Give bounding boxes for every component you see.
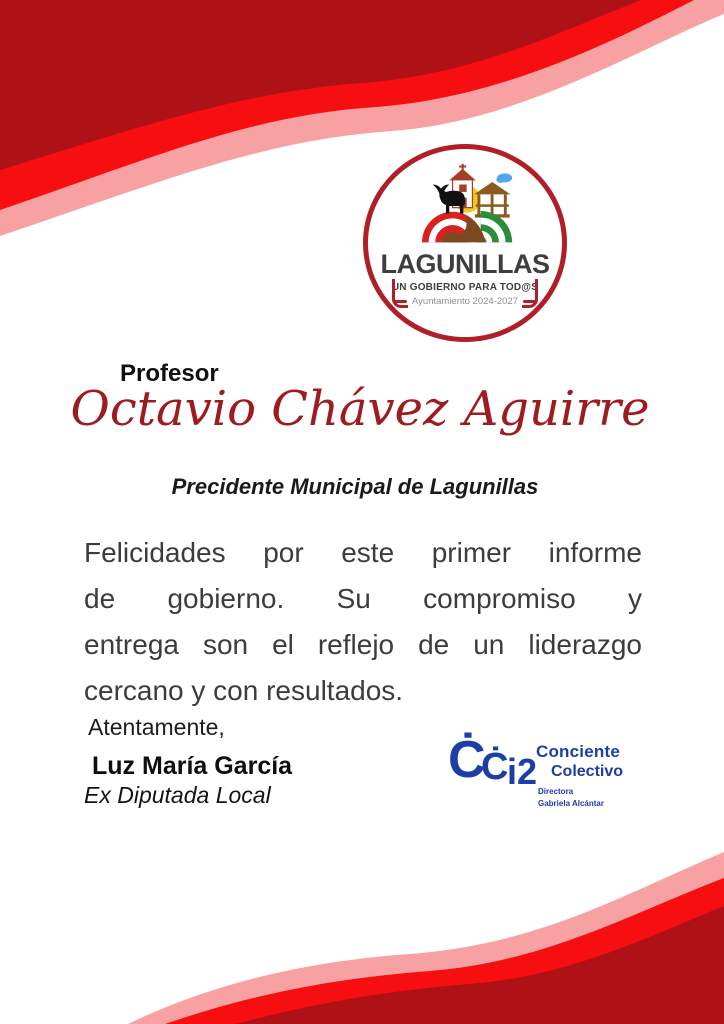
municipal-seal xyxy=(363,144,567,342)
cc-mark-letter: Ċ xyxy=(448,731,486,789)
message-line: Felicidades por este primer informe xyxy=(84,537,642,568)
message-line: de gobierno. Su compromiso y xyxy=(84,583,642,614)
message-line: cercano y con resultados. xyxy=(84,675,404,706)
right-bracket-decoration xyxy=(522,279,538,308)
recipient-name: Octavio Chávez Aguirre xyxy=(70,381,650,437)
cc-director-title: Directora xyxy=(538,787,574,796)
conciente-colectivo-logo xyxy=(448,731,658,821)
badge-title: LAGUNILLAS xyxy=(380,249,550,279)
cc-director-name: Gabriela Alcántar xyxy=(538,799,604,808)
left-bracket-decoration xyxy=(392,279,408,308)
cc-org-name-line2: Colectivo xyxy=(551,763,624,780)
top-wave-decoration xyxy=(0,0,724,240)
cc-logo-mark-icon xyxy=(448,731,538,816)
badge-term-row xyxy=(394,296,536,307)
recipient-role: Precidente Municipal de Lagunillas xyxy=(171,474,539,499)
badge-term: Ayuntamiento 2024-2027 xyxy=(412,296,518,307)
congratulation-message xyxy=(84,530,642,714)
signer-name: Luz María García xyxy=(92,752,293,780)
cloud-icon xyxy=(496,173,512,183)
cc-org-name-line1: Conciente xyxy=(536,742,620,761)
message-line: entrega son el reflejo de un liderazgo xyxy=(84,629,642,660)
recipient-honorific: Profesor xyxy=(120,360,219,387)
badge-slogan: UN GOBIERNO PARA TOD@S xyxy=(391,282,539,293)
bottom-wave-decoration xyxy=(0,844,724,1024)
cc-mark-letter: Ċ xyxy=(481,746,509,788)
closing-salutation: Atentamente, xyxy=(88,714,225,740)
gazebo-icon xyxy=(474,182,510,218)
cc-logo-text xyxy=(536,742,623,808)
cc-mark-letter: i2 xyxy=(507,751,538,792)
signer-role: Ex Diputada Local xyxy=(84,782,271,808)
municipal-emblem-illustration xyxy=(409,163,521,249)
